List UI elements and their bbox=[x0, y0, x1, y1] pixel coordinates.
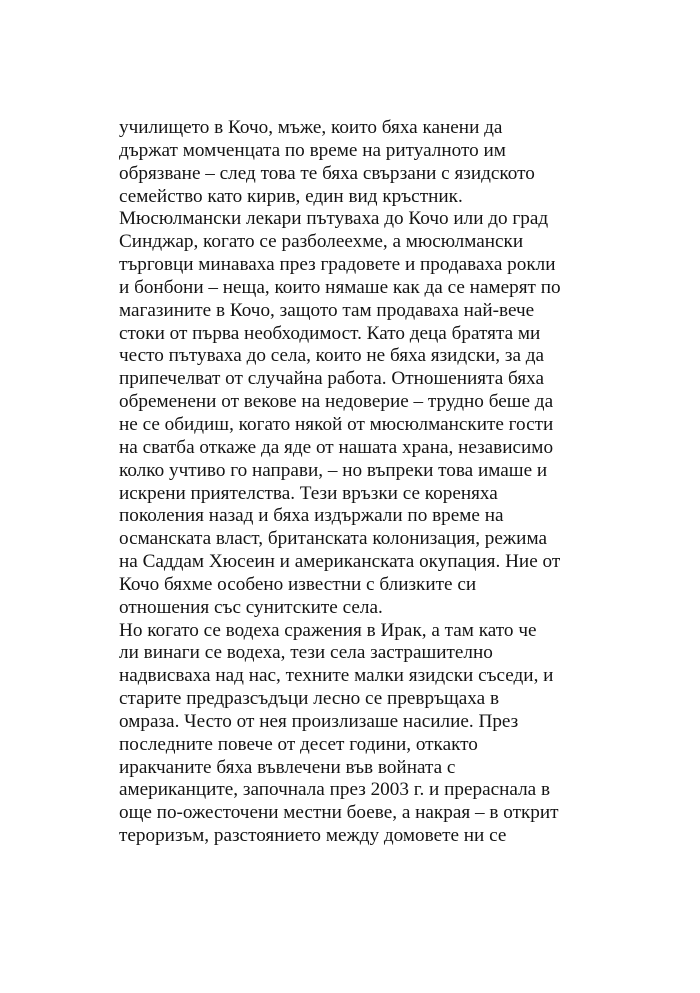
text-line: Но когато се водеха сражения в Ирак, а там като че bbox=[119, 619, 537, 641]
body-text bbox=[119, 117, 599, 848]
text-line: търговци минаваха през градовете и продаваха рокли bbox=[119, 254, 556, 276]
text-line: поколения назад и бяха издържали по време на bbox=[119, 505, 504, 527]
text-line: Синджар, когато се разболеехме, а мюсюлмански bbox=[119, 231, 524, 253]
text-line: на сватба откаже да яде от нашата храна, независимо bbox=[119, 436, 554, 458]
text-line: отношения със сунитските села. bbox=[119, 596, 383, 618]
text-line: колко учтиво го направи, – но въпреки това имаше и bbox=[119, 459, 548, 481]
text-line: Мюсюлмански лекари пътуваха до Кочо или до град bbox=[119, 208, 549, 230]
text-line: иракчаните бяха въвлечени във войната с bbox=[119, 756, 456, 778]
text-line: ли винаги се водеха, тези села застрашително bbox=[119, 642, 493, 664]
text-line: османската власт, британската колонизация, режима bbox=[119, 528, 547, 550]
text-line: американците, започнала през 2003 г. и прераснала в bbox=[119, 779, 551, 801]
text-line: искрени приятелства. Тези връзки се кореняха bbox=[119, 482, 498, 504]
text-line: обременени от векове на недоверие – трудно беше да bbox=[119, 391, 554, 413]
text-line: държат момченцата по време на ритуалното им bbox=[119, 139, 506, 161]
text-line: още по-ожесточени местни боеве, а накрая – в открит bbox=[119, 802, 559, 824]
text-line: надвисваха над нас, техните малки язидски съседи, и bbox=[119, 665, 554, 687]
text-line: последните повече от десет години, откакто bbox=[119, 733, 478, 755]
text-line: училището в Кочо, мъже, които бяха канени да bbox=[119, 117, 503, 138]
text-line: често пътуваха до села, които не бяха язидски, за да bbox=[119, 345, 545, 367]
text-line: не се обидиш, когато някой от мюсюлманските гости bbox=[119, 413, 554, 435]
text-line: семейство като кирив, един вид кръстник. bbox=[119, 185, 463, 207]
text-line: старите предразсъдъци лесно се превръщаха в bbox=[119, 688, 500, 710]
text-line: омраза. Често от нея произлизаше насилие. През bbox=[119, 710, 519, 732]
text-line: на Саддам Хюсеин и американската окупация. Ние от bbox=[119, 551, 561, 573]
text-line: припечелват от случайна работа. Отношенията бяха bbox=[119, 368, 545, 390]
text-line: Кочо бяхме особено известни с близките си bbox=[119, 573, 477, 595]
text-line: обрязване – след това те бяха свързани с язидското bbox=[119, 162, 535, 184]
text-line: и бонбони – неща, които нямаше как да се намерят по bbox=[119, 276, 561, 298]
text-line: магазините в Кочо, защото там продаваха най-вече bbox=[119, 299, 535, 321]
text-line: тероризъм, разстоянието между домовете ни се bbox=[119, 825, 507, 847]
text-line: стоки от първа необходимост. Като деца братята ми bbox=[119, 322, 541, 344]
